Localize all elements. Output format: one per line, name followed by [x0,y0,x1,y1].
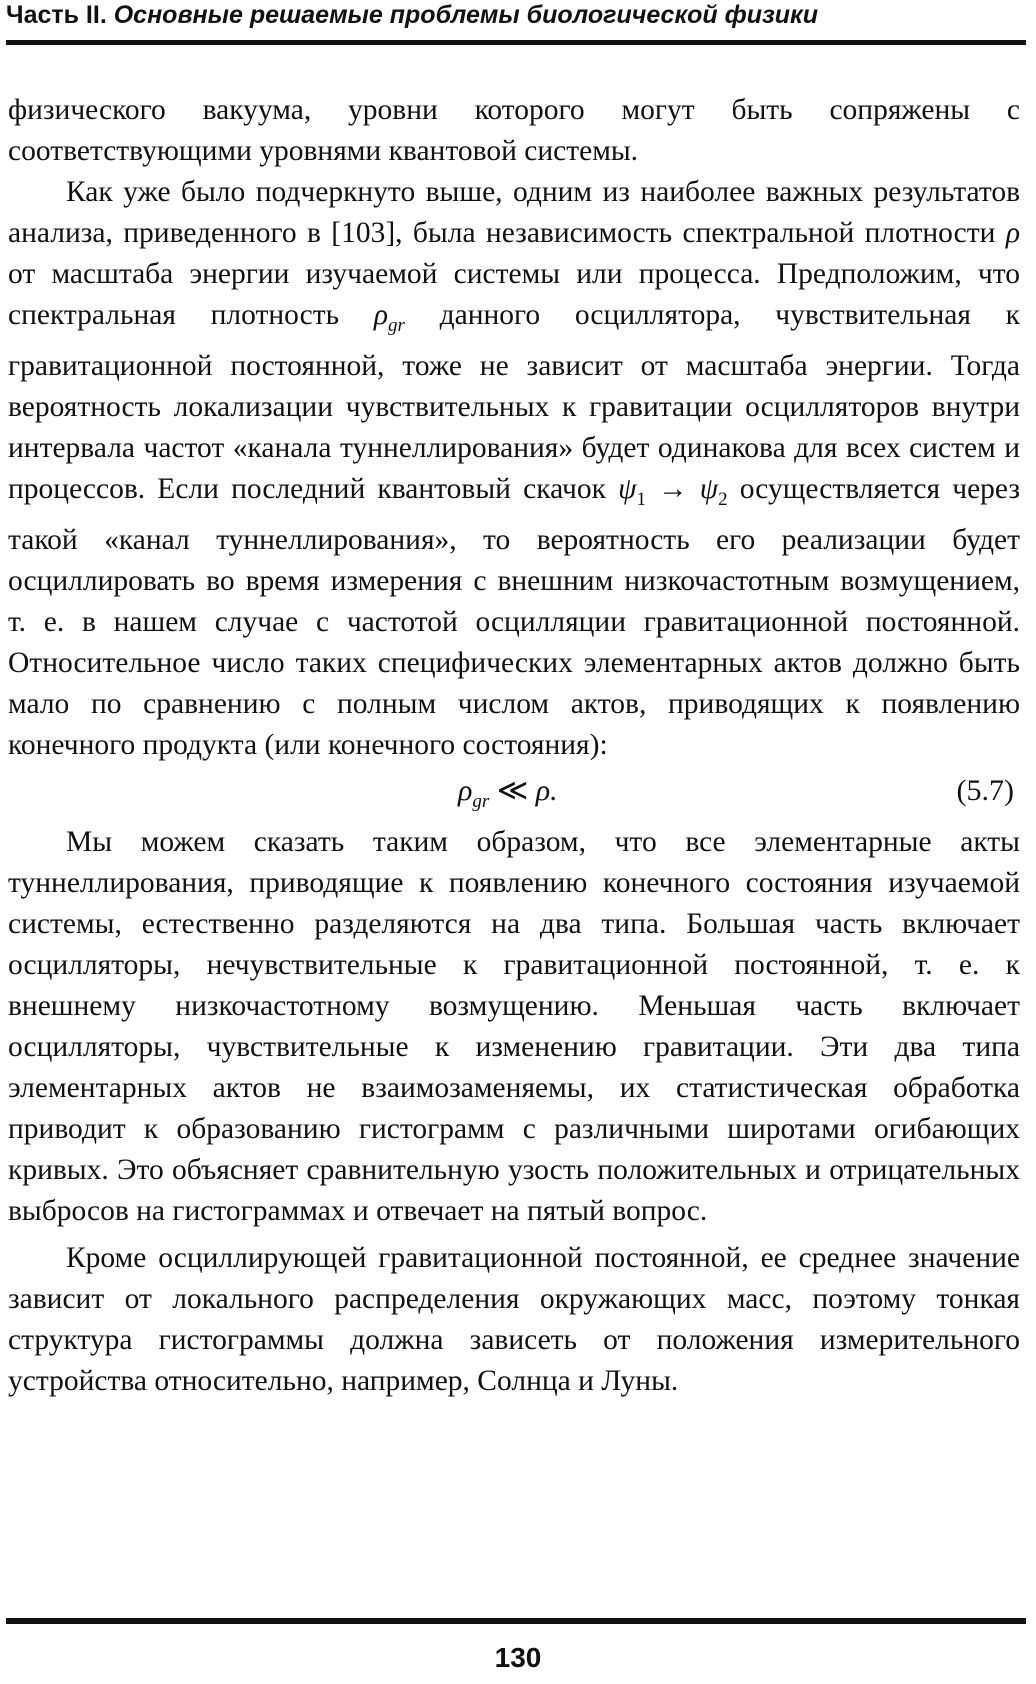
paragraph-3: Мы можем сказать таким образом, что все элементарные акты туннеллирования, приводящие к появлению конечного состояния изучаемой системы, естественно разделяются на два типа. Большая часть включает осцилляторы, нечувствительные к гравитационной постоянной, т. е. к внешнему низкочастотному возмущению. Меньшая часть включает осцилляторы, чувствительные к изменению гравитации. Эти два типа элементарных актов не взаимозаменяемы, их статистическая обработка приводит к образованию гистограмм с различными широтами огибающих кривых. Это объясняет сравнительную узость положительных и отрицательных выбросов на гистограммах и отвечает на пятый вопрос. [8,825,1020,1227]
arrow-symbol: → [645,472,700,505]
psi2-subscript: 2 [718,488,728,510]
equation-lhs-subscript: gr [472,790,490,812]
rho-gr-base: ρ [373,299,388,331]
rho-gr-symbol [373,299,405,336]
paragraph-2-text-b: от масштаба энергии изучаемой системы или процесса. Предположим, что спектральная плотность [8,258,1020,331]
paragraph-2-text-c: данного осциллятора, чувствительная к гравитационной постоянной, тоже не зависит от масштаба энергии. Тогда вероятность локализации чувствительных к гравитации осцилляторов внутри интервала частот «канала туннеллирования» будет одинакова для всех систем и процессов. Если последний квантовый скачок [8,299,1020,505]
equation-formula [458,770,558,822]
running-header [6,0,1024,40]
equation-5-7 [8,770,1020,816]
rho-gr-subscript: gr [388,314,405,336]
page-number: 130 [494,1642,542,1673]
paragraph-2-text-d: осуществляется через такой «канал туннеллирования», то вероятность его реализации будет осциллировать во время измерения с внешним низкочастотным возмущением, т. е. в нашем случае с частотой осцилляции гравитационной постоянной. Относительное число таких специфических элементарных актов должно быть мало по сравнению с полным числом актов, приводящих к появлению конечного продукта (или конечного состояния): [8,472,1021,761]
psi2-symbol: ψ [699,472,719,505]
paragraph-1: физического вакуума, уровни которого могут быть сопряжены с соответствующими уровнями квантовой системы. [8,94,1020,167]
rho-symbol: ρ [1005,217,1020,249]
header-part: Часть II. [6,1,107,29]
equation-operator: ≪ [489,773,536,807]
paragraph-2-text-a: Как уже было подчеркнуто выше, одним из наиболее важных результатов анализа, приведенного в [103], была независимость спектральной плотности [8,176,1020,249]
equation-lhs: ρ [458,773,473,807]
body-text [8,90,1020,1402]
equation-number: (5.7) [956,773,1014,807]
paragraph-2 [8,172,1020,766]
paragraph-4: Кроме осциллирующей гравитационной постоянной, ее среднее значение зависит от локального распределения окружающих масс, поэтому тонкая структура гистограммы должна зависеть от положения измерительного устройства относительно, например, Солнца и Луны. [8,1241,1020,1397]
psi1-subscript: 1 [636,488,646,510]
header-title: Основные решаемые проблемы биологической физики [113,1,818,29]
header-rule [6,40,1026,45]
footer-rule [6,1618,1026,1624]
equation-rhs: ρ. [535,773,558,807]
psi1-symbol: ψ [618,472,637,505]
